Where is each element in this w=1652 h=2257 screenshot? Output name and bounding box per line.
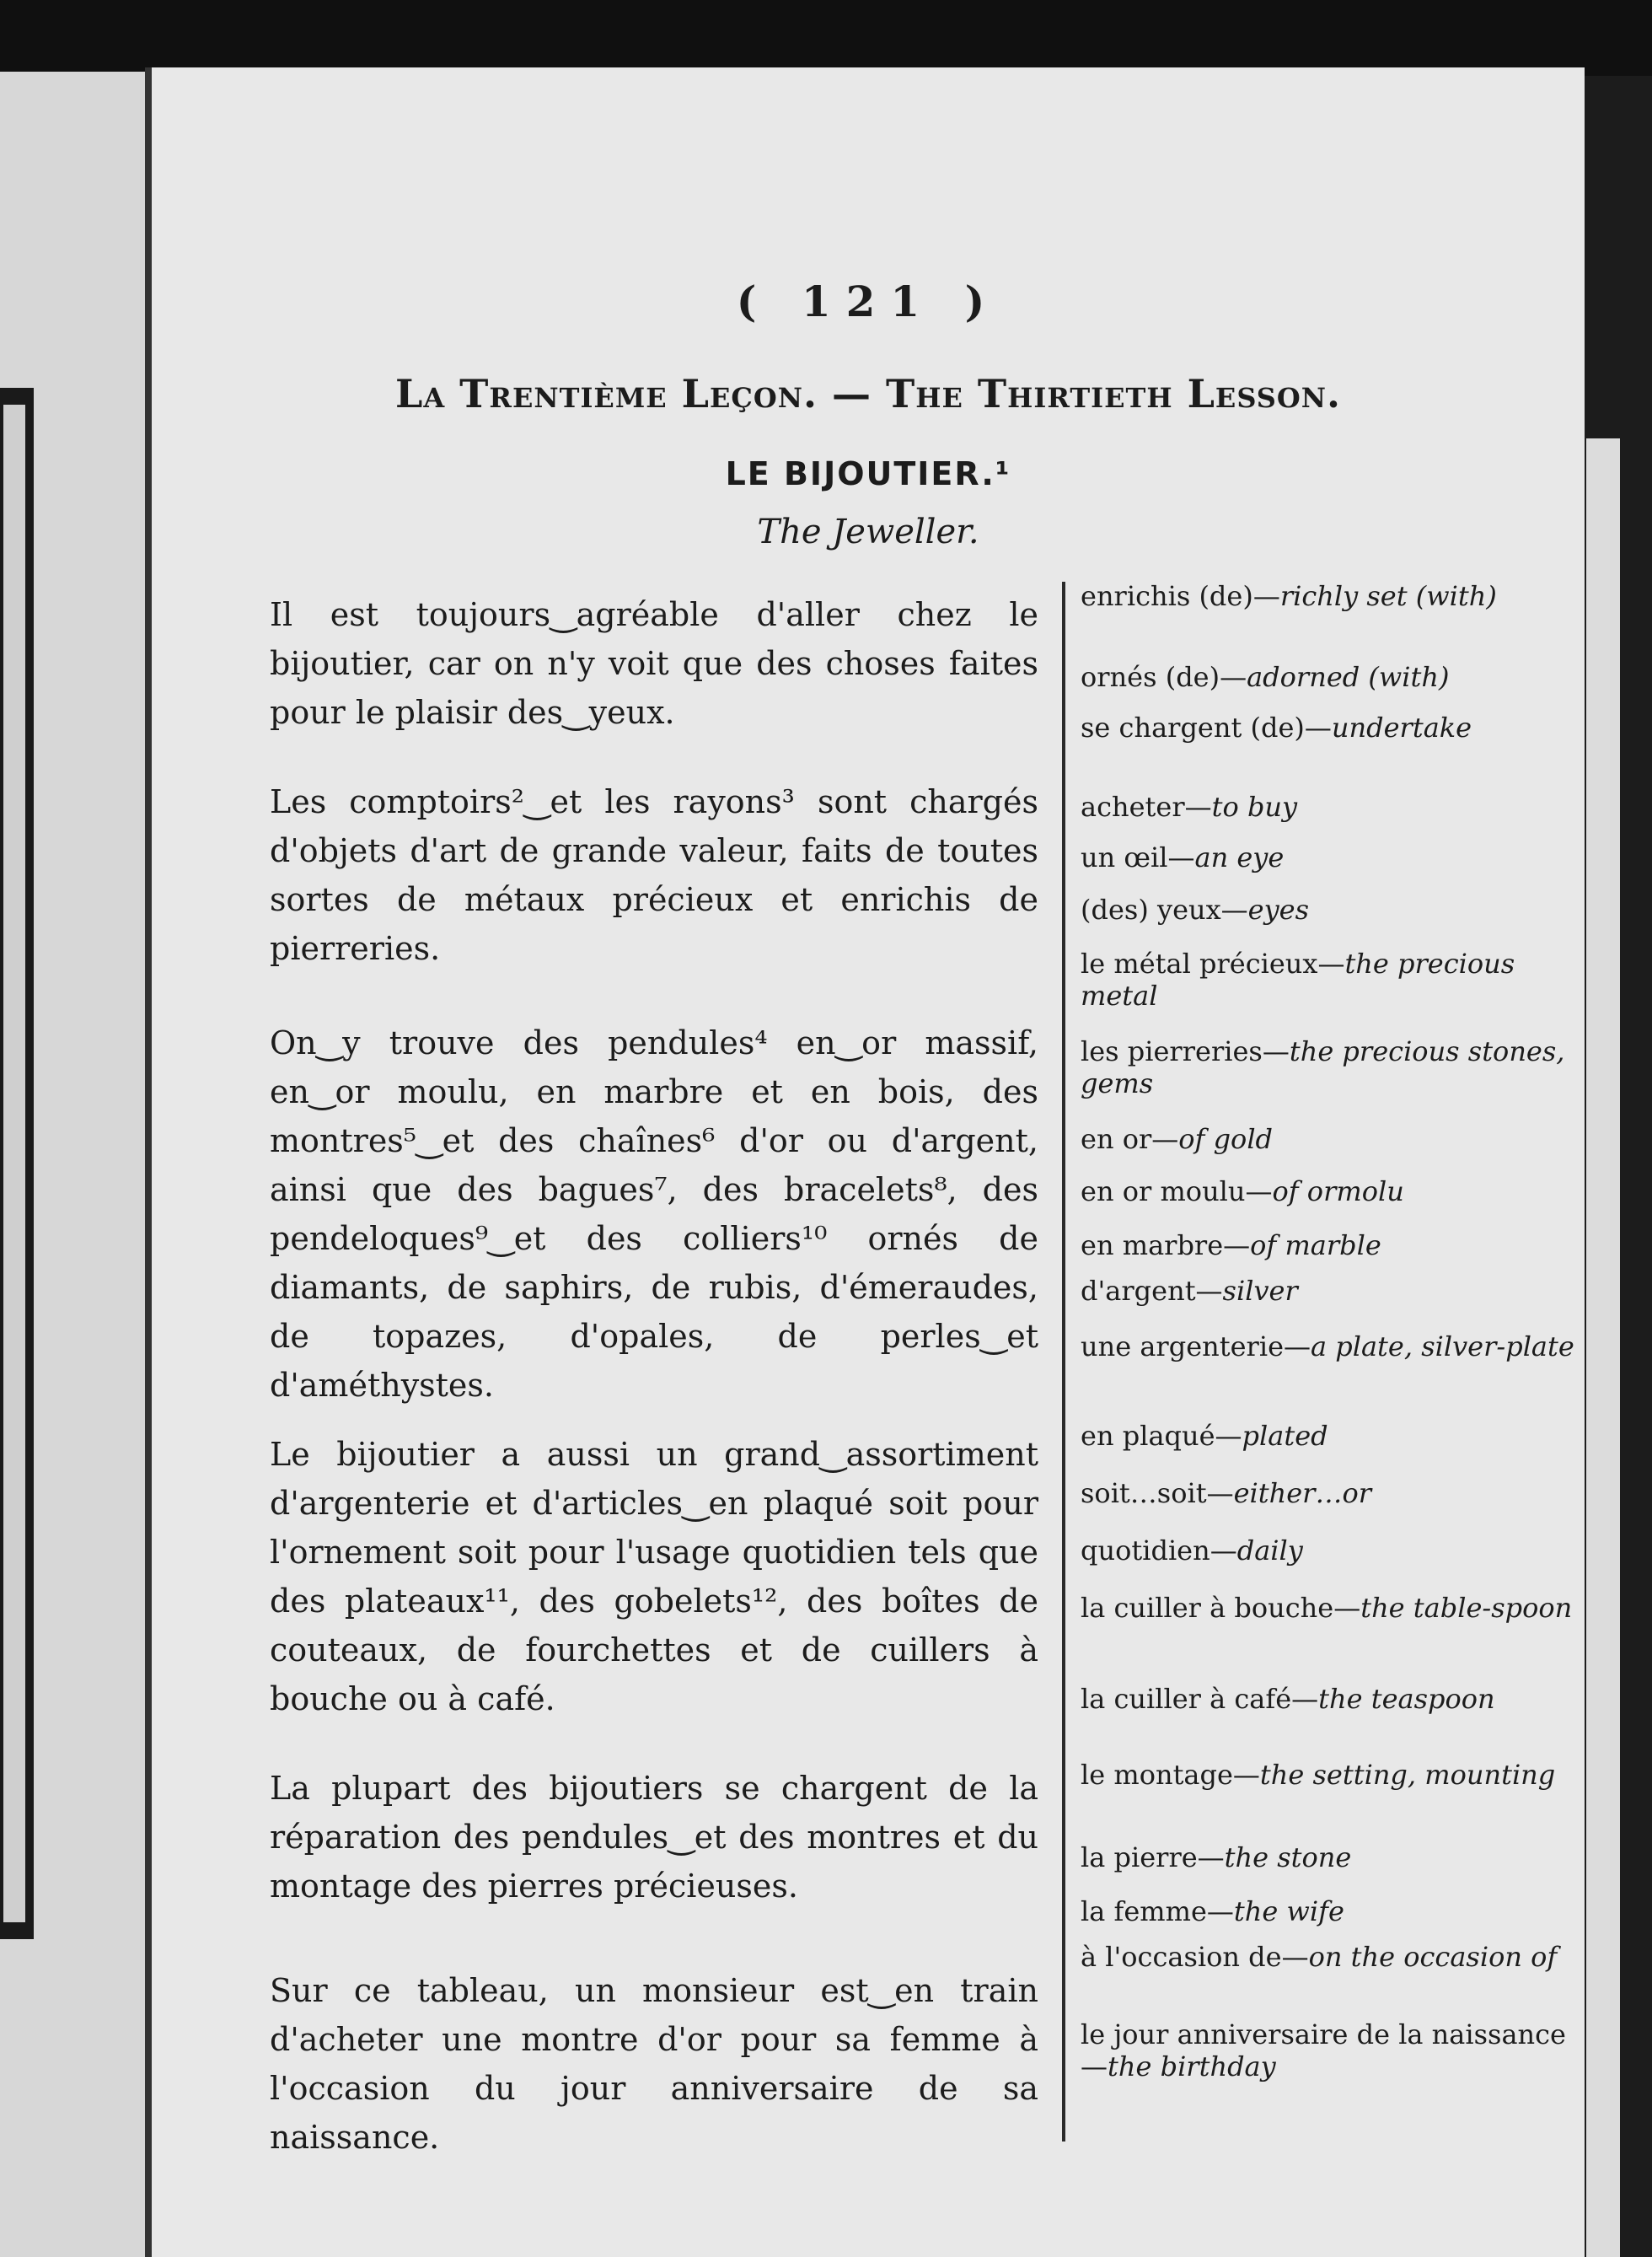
vocab-item: à l'occasion de—on the occasion of (1081, 1941, 1558, 1973)
vocab-item: une argenterie—a plate, silver-plate (1081, 1330, 1574, 1362)
vocab-item: soit…soit—either…or (1081, 1477, 1371, 1509)
paragraph-1: Il est toujours‿agréable d'aller chez le bijoutier, car on n'y voit que des choses faites pour le plaisir des‿yeux. (270, 596, 1038, 731)
vocab-item: le jour anniversaire de la naissance—the birthday (1081, 2018, 1566, 2082)
vocab-item: en or moulu—of ormolu (1081, 1175, 1404, 1207)
vocab-item: la femme—the wife (1081, 1895, 1344, 1927)
vocab-item: d'argent—silver (1081, 1275, 1298, 1307)
lesson-title: La Trentième Leçon. — The Thirtieth Lesson. (395, 371, 1341, 416)
vocab-item: le métal précieux—the precious metal (1081, 948, 1515, 1012)
next-page-edge (1586, 438, 1620, 2257)
vocab-item: ornés (de)—adorned (with) (1081, 661, 1450, 693)
vocab-item: en or—of gold (1081, 1123, 1274, 1155)
book-page (152, 67, 1585, 2257)
facing-page-illustration-edge (0, 388, 34, 1939)
paragraph-2: Les comptoirs²‿et les rayons³ sont chargés d'objets d'art de grande valeur, faits de toutes sortes de métaux précieux et enrichis de pierreries. (270, 783, 1038, 967)
vocab-item: acheter—to buy (1081, 791, 1298, 823)
vocab-item: quotidien—daily (1081, 1534, 1303, 1566)
vocab-item: la pierre—the stone (1081, 1841, 1352, 1873)
book-gutter (145, 67, 152, 2257)
paragraph-3: On‿y trouve des pendules⁴ en‿or massif, en‿or moulu, en marbre et en bois, des montres⁵‿et des chaînes⁶ d'or ou d'argent, ainsi que des bagues⁷, des bracelets⁸, des pendeloques⁹‿et des colliers¹⁰ ornés de diamants, de saphirs, de rubis, d'émeraudes, de topazes, d'opales, de perles‿et d'améthystes. (270, 1024, 1038, 1404)
vocab-item: (des) yeux—eyes (1081, 894, 1310, 926)
section-subtitle: The Jeweller. (757, 513, 979, 551)
vocab-item: en marbre—of marble (1081, 1229, 1381, 1261)
vocab-item: le montage—the setting, mounting (1081, 1759, 1556, 1791)
vocab-item: se chargent (de)—undertake (1081, 712, 1472, 744)
vocab-item: les pierreries—the precious stones, gems (1081, 1035, 1565, 1099)
vocab-item: en plaqué—plated (1081, 1420, 1328, 1452)
paragraph-4: Le bijoutier a aussi un grand‿assortiment d'argenterie et d'articles‿en plaqué soit pour l'ornement soit pour l'usage quotidien tels que des plateaux¹¹, des gobelets¹², des boîtes de couteaux, de fourchettes et de cuillers à bouche ou à café. (270, 1436, 1038, 1717)
paragraph-5: La plupart des bijoutiers se chargent de la réparation des pendules‿et des montres et du montage des pierres précieuses. (270, 1770, 1038, 1905)
section-heading: LE BIJOUTIER.¹ (725, 455, 1011, 492)
vocab-item: la cuiller à café—the teaspoon (1081, 1683, 1495, 1715)
vocab-item: la cuiller à bouche—the table-spoon (1081, 1592, 1573, 1624)
column-divider (1062, 582, 1065, 2141)
vocab-item: un œil—an eye (1081, 841, 1285, 873)
paragraph-6: Sur ce tableau, un monsieur est‿en train d'acheter une montre d'or pour sa femme à l'occasion du jour anniversaire de sa naissance. (270, 1972, 1038, 2156)
page-number: ( 121 ) (736, 277, 1000, 326)
vocab-item: enrichis (de)—richly set (with) (1081, 580, 1497, 612)
